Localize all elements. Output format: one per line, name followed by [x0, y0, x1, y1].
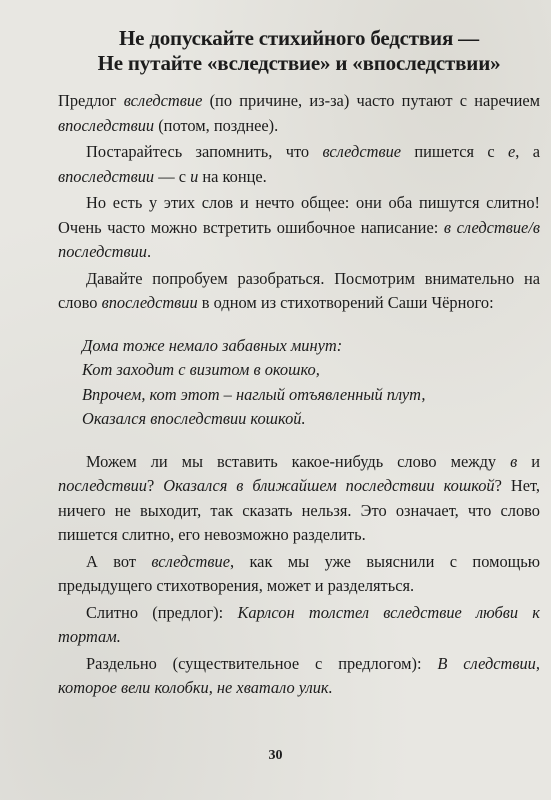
emphasis-text: впоследствии [58, 166, 155, 186]
paragraph [58, 140, 540, 189]
emphasis-text: е [507, 142, 516, 161]
paragraph-text: Предлог [58, 91, 124, 110]
paragraph-text: А вот [86, 551, 152, 571]
emphasis-text: вследствие [322, 142, 402, 161]
paragraph [58, 267, 540, 316]
paragraph-text: , а [515, 142, 540, 161]
paragraph-text: ? [147, 476, 164, 496]
section-heading [58, 26, 540, 76]
paragraph-text: на конце. [198, 166, 267, 186]
emphasis-text: в следствие/в последствии [58, 217, 540, 261]
heading-line-1: Не допускайте стихийного бедствия — [119, 26, 479, 50]
poem-line: Оказался впоследствии кошкой. [82, 409, 306, 429]
paragraph [58, 550, 540, 599]
emphasis-text: впоследствии [58, 115, 155, 135]
paragraph-text: Можем ли мы вставить какое-нибудь слово между [86, 451, 511, 471]
paragraph-text: в одном из стихотворений Саши Чёрного: [197, 293, 494, 312]
emphasis-text: впоследствии [101, 293, 198, 312]
page-number: 30 [268, 748, 283, 763]
explanation-paragraphs [58, 450, 540, 701]
paragraph-text: , как мы уже выяснили с помощью предыдущего стихотворения, может и разделяться. [58, 551, 540, 596]
emphasis-text: В следствии, которое вели колобки, не хватало улик. [58, 653, 540, 698]
paragraph-text: пишется с [401, 142, 508, 161]
paragraph-text: Давайте попробуем разобраться. Посмотрим внимательно на слово [58, 268, 540, 312]
heading-line-2: Не путайте «вследствие» и «впоследствии» [97, 51, 501, 75]
paragraph [58, 191, 540, 265]
emphasis-text: и [190, 166, 199, 186]
paragraph [58, 601, 540, 650]
page-content [58, 26, 540, 701]
paragraph-text: Постарайтесь запомнить, что [86, 142, 323, 161]
emphasis-text: вследствие [151, 551, 230, 571]
emphasis-text: в [510, 451, 518, 471]
paragraph-text: . [147, 242, 152, 261]
poem-line: Дома тоже немало забавных минут: [82, 335, 343, 355]
paragraph-text: — с [154, 166, 191, 186]
paragraph-text: (потом, позднее). [154, 115, 279, 135]
poem-line: Кот заходит с визитом в окошко, [82, 360, 320, 380]
paragraph [58, 89, 540, 138]
emphasis-text: последствии [58, 476, 147, 496]
poem-quote [82, 334, 540, 432]
paragraph-text: (по причине, из-за) часто путают с наречием [202, 91, 540, 110]
paragraph [58, 652, 540, 701]
emphasis-text: Оказался в ближайшем последствии кошкой [163, 476, 495, 496]
paragraph-text: Слитно (предлог): [86, 602, 238, 622]
emphasis-text: вследствие [123, 91, 203, 110]
paragraph-text: Но есть у этих слов и нечто общее: они оба пишутся слитно! Очень часто можно встретить ошибочное написание: [58, 193, 540, 237]
emphasis-text: Карлсон толстел вследствие любви к тортам. [58, 602, 540, 647]
poem-line: Впрочем, кот этот – наглый отъявленный плут, [82, 384, 426, 404]
intro-paragraphs [58, 89, 540, 316]
paragraph-text: ? Нет, ничего не выходит, так сказать нельзя. Это означает, что слово пишется слитно, его невозможно разделить. [58, 476, 541, 545]
paragraph [58, 450, 540, 548]
paragraph-text: и [517, 451, 540, 471]
paragraph-text: Раздельно (существительное с предлогом): [86, 653, 438, 673]
